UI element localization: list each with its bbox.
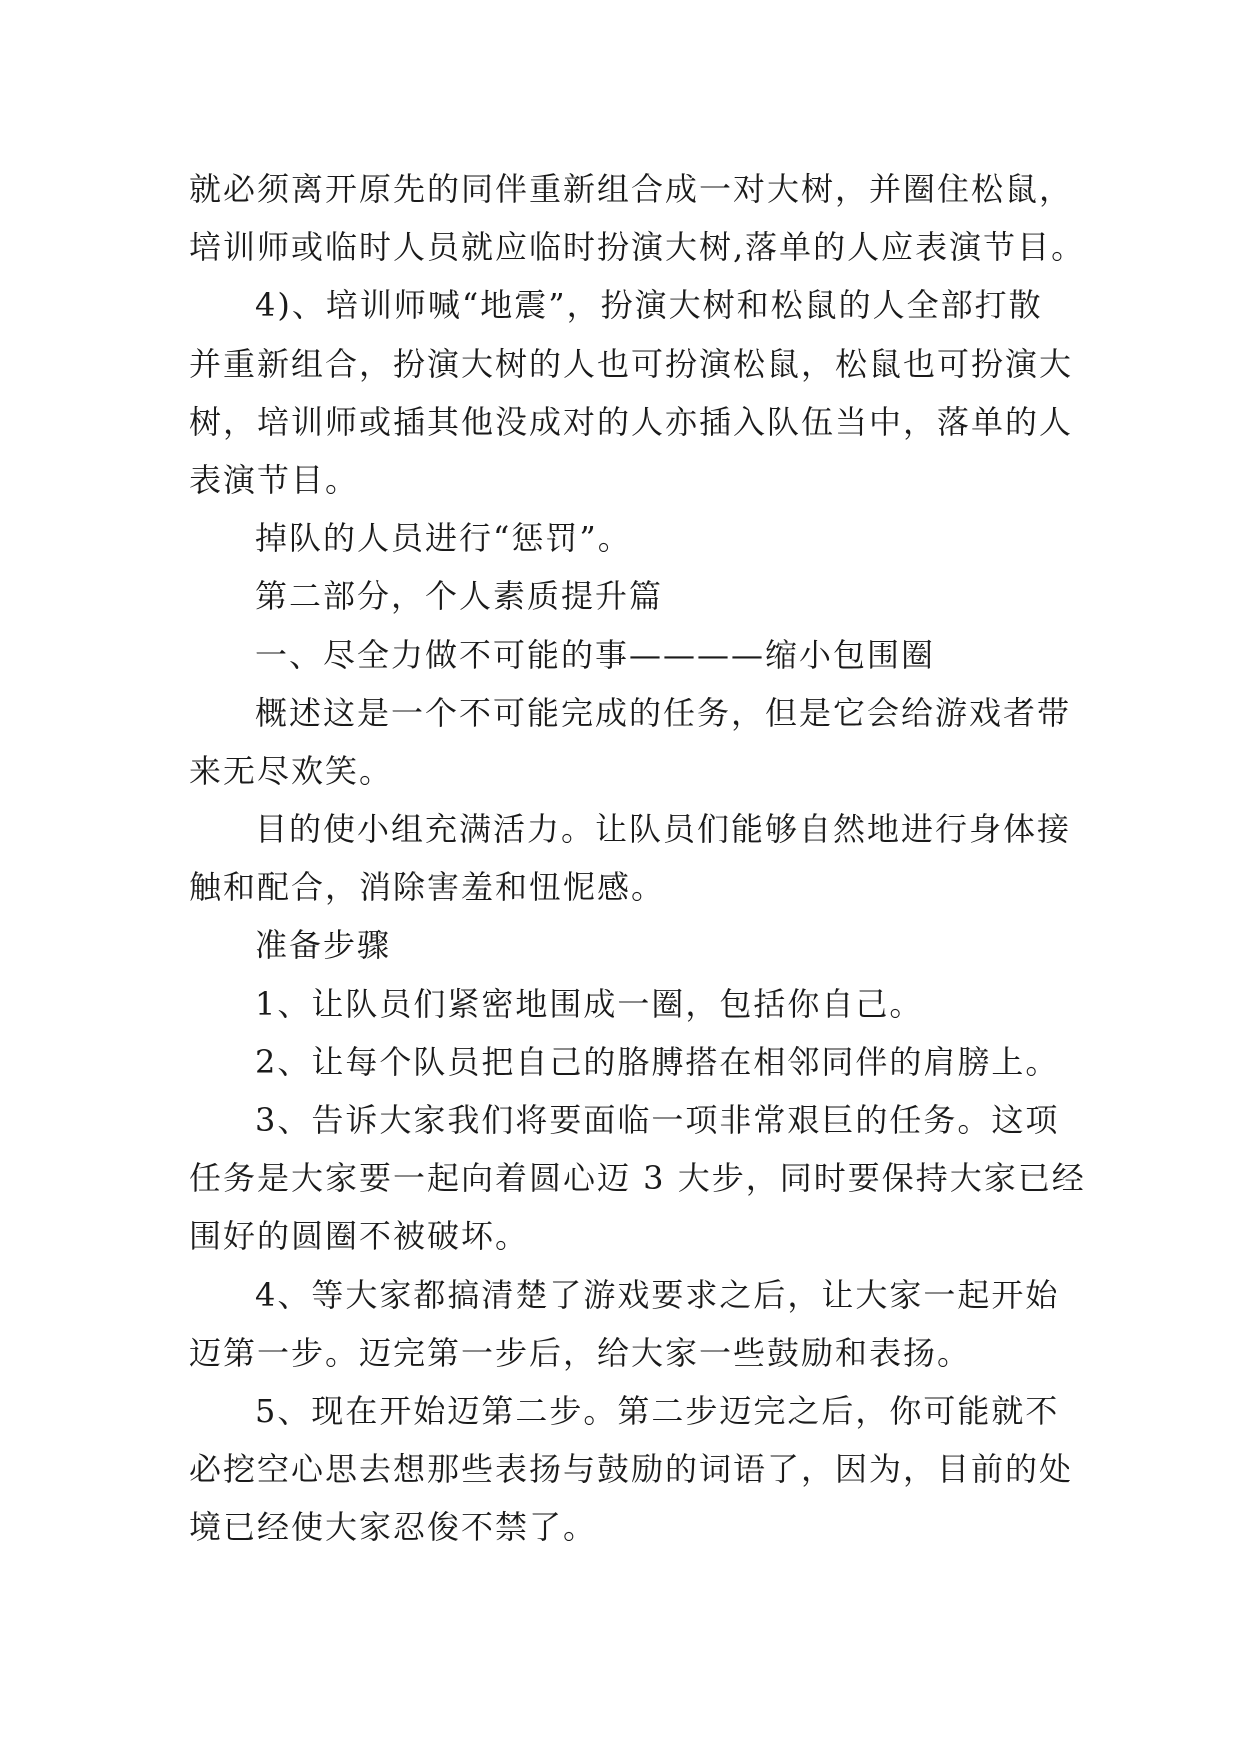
text-line: 2、让每个队员把自己的胳膊搭在相邻同伴的肩膀上。 — [255, 1042, 1060, 1081]
text-line: 一、尽全力做不可能的事————缩小包围圈 — [255, 635, 936, 674]
text-line: 4、等大家都搞清楚了游戏要求之后，让大家一起开始 — [255, 1275, 1060, 1314]
text-line: 培训师或临时人员就应临时扮演大树,落单的人应表演节目。 — [189, 228, 1086, 267]
text-line: 准备步骤 — [255, 926, 392, 965]
text-line: 触和配合，消除害羞和忸怩感。 — [189, 868, 666, 907]
text-line: 3、告诉大家我们将要面临一项非常艰巨的任务。这项 — [255, 1101, 1060, 1139]
text-line: 1、让队员们紧密地围成一圈，包括你自己。 — [255, 984, 924, 1023]
text-line: 围好的圆圈不被破坏。 — [189, 1217, 530, 1256]
text-line: 并重新组合，扮演大树的人也可扮演松鼠，松鼠也可扮演大 — [189, 344, 1074, 383]
text-line: 概述这是一个不可能完成的任务，但是它会给游戏者带 — [255, 693, 1072, 732]
text-line: 树，培训师或插其他没成对的人亦插入队伍当中，落单的人 — [189, 402, 1074, 441]
text-line: 5、现在开始迈第二步。第二步迈完之后，你可能就不 — [255, 1391, 1060, 1430]
text-line: 表演节目。 — [189, 460, 360, 499]
text-line: 任务是大家要一起向着圆心迈 3 大步，同时要保持大家已经 — [189, 1159, 1086, 1198]
text-line: 来无尽欢笑。 — [189, 751, 394, 790]
text-line: 必挖空心思去想那些表扬与鼓励的词语了，因为，目前的处 — [189, 1450, 1074, 1489]
text-line: 第二部分，个人素质提升篇 — [255, 577, 664, 616]
text-line: 境已经使大家忍俊不禁了。 — [189, 1508, 598, 1547]
text-line: 就必须离开原先的同伴重新组合成一对大树，并圈住松鼠， — [189, 170, 1074, 208]
text-line: 迈第一步。迈完第一步后，给大家一些鼓励和表扬。 — [189, 1333, 972, 1372]
text-line: 4)、培训师喊“地震”，扮演大树和松鼠的人全部打散 — [255, 286, 1043, 325]
text-line: 掉队的人员进行“惩罚”。 — [255, 519, 632, 558]
text-line: 目的使小组充满活力。让队员们能够自然地进行身体接 — [255, 810, 1072, 849]
document-body — [189, 160, 1089, 1557]
